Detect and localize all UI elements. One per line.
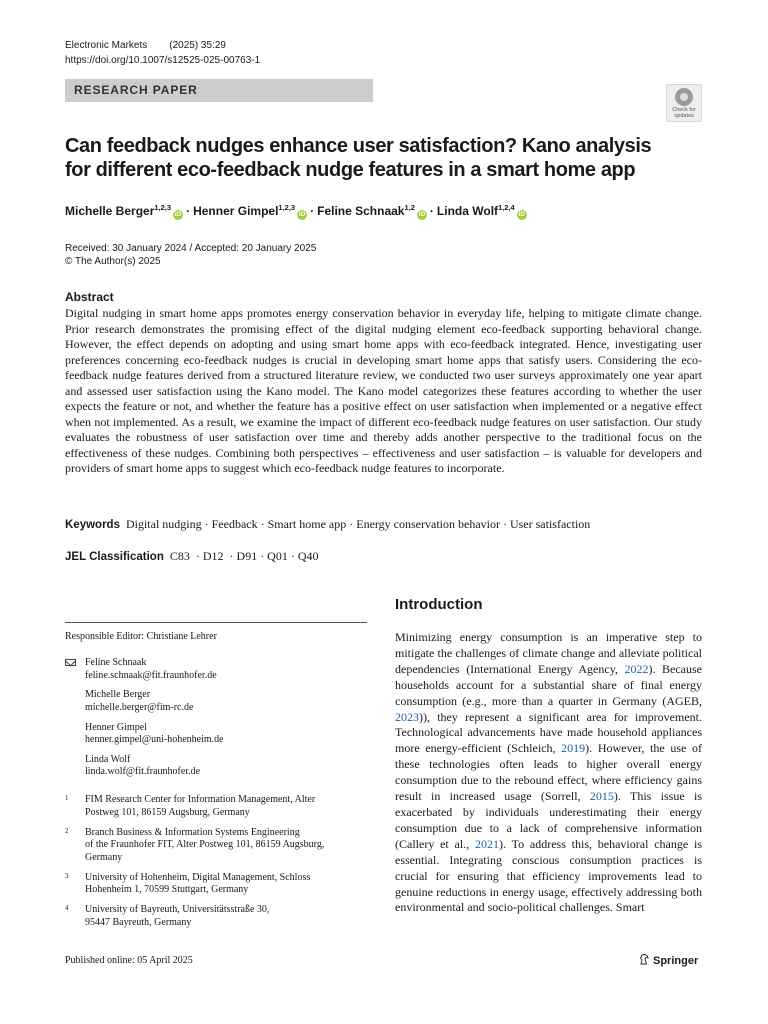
citation-link[interactable]: 2021	[475, 836, 500, 851]
contact-name: Linda Wolf	[85, 753, 131, 765]
publisher-name: Springer	[653, 955, 699, 967]
introduction-heading: Introduction	[395, 596, 483, 613]
publisher-logo[interactable]	[639, 954, 698, 967]
author-separator: ·	[310, 204, 315, 218]
affiliation-entry	[65, 827, 365, 865]
responsible-editor: Responsible Editor: Christiane Lehrer	[65, 631, 217, 642]
author-name[interactable]: Linda Wolf$^{1,2,4}$iD	[436, 203, 525, 218]
affiliation-line: University of Hohenheim, Digital Management, Schloss	[85, 871, 311, 883]
author-name[interactable]: Michelle Berger$^{1,2,3}$iD	[65, 203, 182, 218]
affiliation-entry	[65, 904, 365, 929]
text-segment: ). However, the use of these technologies often leads to higher overall energy consumption due to the rebound effect, where efficiency gains result in increased usage (Sorrell,	[395, 741, 702, 804]
author-affiliations	[65, 794, 365, 937]
author-separator: ·	[429, 204, 434, 218]
envelope-icon	[65, 659, 76, 666]
author-affiliation-ref: 1,2,3	[154, 203, 172, 212]
introduction-text	[395, 630, 702, 916]
affiliation-line: Germany	[85, 851, 123, 863]
jel-classification-line	[65, 549, 319, 564]
paper-title-line: Can feedback nudges enhance user satisfaction? Kano analysis	[65, 135, 652, 157]
text-segment: ). To address this, behavioral change is essential. Integrating conscious consumption practices is crucial for ensuring that efficiency improvements lead to genuine reductions in energy usage, effectively addressing both environmental and socio-political challenges. Smart	[395, 836, 702, 915]
affiliation-number: 3	[65, 871, 69, 880]
contact-name: Michelle Berger	[85, 689, 151, 701]
citation-link[interactable]: 2022	[624, 661, 649, 676]
text-segment: Minimizing energy consumption is an imperative step to mitigate the challenges of climate change and alleviate political dependencies (International Energy Agency,	[395, 630, 702, 676]
journal-volume: (2025) 35:29	[169, 40, 226, 51]
author-name[interactable]: Feline Schnaak$^{1,2}$iD	[317, 203, 426, 218]
author-affiliation-ref: 1,2,4	[498, 203, 515, 212]
contact-entry	[65, 754, 224, 779]
citation-link[interactable]: 2019	[561, 741, 586, 756]
check-for-updates-icon	[675, 88, 693, 106]
received-accepted-dates: Received: 30 January 2024 / Accepted: 20 January 2025	[65, 243, 317, 254]
abstract-heading: Abstract	[65, 290, 114, 304]
journal-info	[65, 40, 226, 51]
orcid-icon[interactable]: iD	[418, 211, 426, 218]
orcid-icon[interactable]: iD	[518, 211, 525, 218]
keywords-line	[65, 517, 590, 532]
affiliation-number: 4	[65, 904, 69, 912]
affiliation-number: 2	[65, 826, 69, 835]
contact-entry	[65, 722, 224, 747]
contact-name: Feline Schnaak	[85, 657, 147, 668]
contact-name: Henner Gimpel	[85, 721, 147, 733]
affiliation-entry	[65, 872, 365, 897]
paper-type-label: RESEARCH PAPER	[65, 79, 373, 102]
check-for-updates-badge[interactable]	[666, 84, 702, 122]
journal-name: Electronic Markets	[65, 40, 148, 51]
text-segment: )), they represent a significant area for improvement. Technological advancements have made household appliances more energy-efficient (Schleich,	[395, 709, 702, 756]
author-affiliation-ref: 1,2	[404, 203, 415, 212]
contact-entry	[65, 657, 224, 682]
article-dates	[65, 242, 316, 268]
citation-link[interactable]: 2023	[395, 709, 419, 724]
paper-title	[65, 134, 685, 182]
author-list	[65, 203, 527, 220]
author-separator: ·	[186, 204, 191, 218]
affiliation-entry	[65, 794, 365, 819]
jel-label: JEL Classification	[65, 551, 164, 563]
abstract-text: Digital nudging in smart home apps promotes energy conservation behavior in everyday life, helping to mitigate climate change. Prior research demonstrates the promising effect of the digital nudging element eco-feedback supporting behavioral change. However, the effect depends on adopting and using smart home apps with eco-feedback integrated. Hence, investigating user preferences concerning eco-feedback nudges is crucial in developing smart home apps that satisfy users. Considering the eco-feedback nudge features derived from a structured literature review, we conducted two user surveys approximately one year apart and assessed user satisfaction using the Kano model. The Kano model categorizes these features according to whether the user expects the feature or not, and whether the feature has a positive effect on user satisfaction when implemented or a negative effect when not implemented. As a result, we examine the impact of different eco-feedback nudge features on user satisfaction. Our study evaluates the robustness of user satisfaction over time and thereby adds another perspective to the traditional focus on the effectiveness of these nudges. Combining both perspectives – effectiveness and user satisfaction – is valuable for developers and providers of smart home apps to suggest which eco-feedback nudge features to incorporate.	[65, 306, 702, 475]
keywords-text: Digital nudging · Feedback · Smart home app · Energy conservation behavior · User satisfaction	[125, 517, 591, 531]
text-segment: ). This issue is exacerbated by individuals underestimating their energy consumption due to a lack of comprehensive information (Callery et al.,	[395, 789, 702, 851]
orcid-icon[interactable]: iD	[174, 211, 182, 218]
keywords-label: Keywords	[65, 519, 120, 531]
affiliation-line: 95447 Bayreuth, Germany	[85, 916, 192, 928]
orcid-icon[interactable]: iD	[298, 211, 306, 218]
citation-link[interactable]: 2015	[589, 789, 614, 804]
contact-email[interactable]: michelle.berger@fim-rc.de	[85, 701, 194, 713]
affiliation-line: University of Bayreuth, Universitätsstraße 30,	[85, 904, 270, 915]
published-date: Published online: 05 April 2025	[65, 955, 193, 966]
affiliation-line: Branch Business & Information Systems Engineering	[85, 826, 300, 838]
affiliation-line: Postweg 101, 86159 Augsburg, Germany	[85, 806, 250, 818]
contact-email[interactable]: henner.gimpel@uni-hohenheim.de	[85, 734, 224, 746]
springer-horse-icon	[639, 954, 649, 965]
affiliation-line: FIM Research Center for Information Management, Alter	[85, 794, 316, 805]
author-name[interactable]: Henner Gimpel$^{1,2,3}$iD	[193, 203, 306, 218]
copyright-notice: © The Author(s) 2025	[65, 256, 161, 267]
contact-email[interactable]: linda.wolf@fit.fraunhofer.de	[85, 766, 201, 778]
jel-codes: C83 · D12 · D91 · Q01 · Q40	[169, 549, 319, 563]
check-for-updates-text: Check for updates	[672, 107, 696, 119]
contact-entry	[65, 689, 224, 714]
footnote-divider	[65, 622, 367, 623]
affiliation-number: 1	[65, 794, 69, 802]
affiliation-line: of the Fraunhofer FIT, Alter Postweg 101, 86159 Augsburg,	[85, 839, 325, 850]
doi-link[interactable]: https://doi.org/10.1007/s12525-025-00763-1	[65, 55, 261, 66]
author-contacts	[65, 657, 224, 786]
paper-title-line: for different eco-feedback nudge features in a smart home app	[65, 159, 636, 181]
affiliation-line: Hohenheim 1, 70599 Stuttgart, Germany	[85, 884, 249, 895]
contact-email[interactable]: feline.schnaak@fit.fraunhofer.de	[85, 669, 217, 681]
text-segment: ). Because households account for a substantial share of final energy consumption (e.g., more than a quarter in Germany (AGEB,	[395, 661, 702, 708]
author-affiliation-ref: 1,2,3	[278, 203, 296, 212]
